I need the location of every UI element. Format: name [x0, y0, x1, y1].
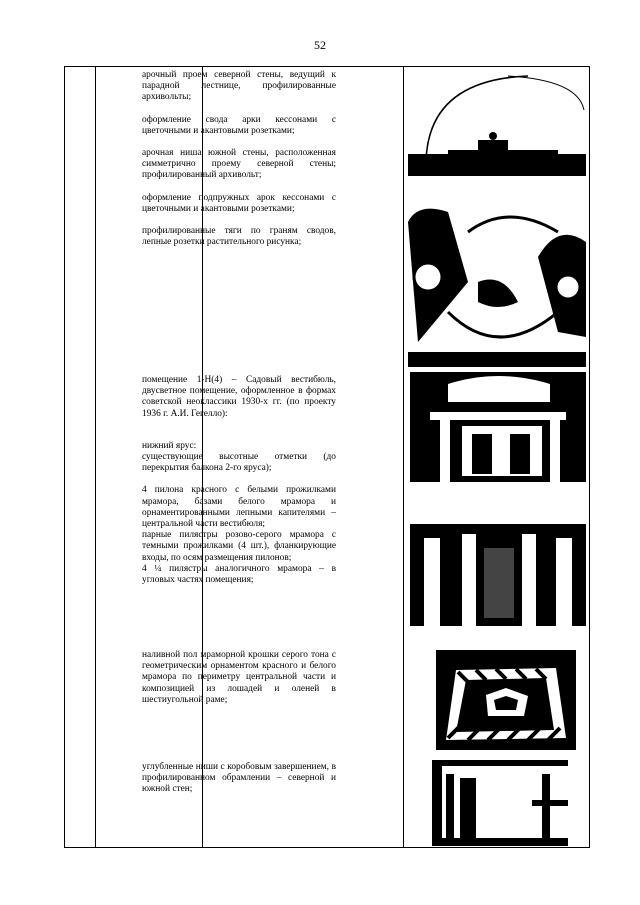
description-paragraph: углубленные ниши с коробовым завершением, в профилированном обрамлении – северной и южной стен; [142, 762, 336, 795]
description-paragraph: парные пилястры розово-серого мрамора с темными прожилками (4 шт.), фланкирующие входы, по осям размещения пилонов; [142, 530, 336, 563]
description-paragraph: помещение 1-Н(4) – Садовый вестибюль, двусветное помещение, оформленное в формах советской неоклассики 1930-х гг. (по проекту 1936 г. А.И. Гегелло): [142, 375, 336, 419]
arch-photo [408, 70, 586, 162]
description-paragraph: арочная ниша южной стены, расположенная симметрично проему северной стены; профилированный архивольт; [142, 148, 336, 181]
niche-photo [432, 760, 568, 846]
description-paragraph: оформление подпружных арок кессонами с цветочными и акантовыми розетками; [142, 192, 336, 214]
description-paragraph: наливной пол мраморной крошки серого тона с геометрическим орнаментом красного и белого мрамора по периметру центральной части и композицией из лошадей и оленей в шестиугольной раме; [142, 650, 336, 705]
pylons-photo [410, 508, 586, 640]
description-paragraph: оформление свода арки кессонами с цветочными и акантовыми розетками; [142, 114, 336, 136]
marble-floor-photo [436, 650, 576, 750]
table-cell-description [142, 70, 336, 248]
description-paragraph: существующие высотные отметки (до перекрытия балкона 2-го яруса); [142, 452, 336, 474]
page-number: 52 [314, 38, 326, 52]
table-cell-description [142, 650, 336, 706]
vault-photo [408, 162, 586, 367]
table-cell-description [142, 375, 336, 586]
column-divider [403, 67, 404, 847]
vestibule-hall-photo [410, 372, 586, 502]
column-divider [95, 67, 96, 847]
description-paragraph: нижний ярус: [142, 440, 197, 451]
description-paragraph: 4 пилона красного с белыми прожилками мрамора, базами белого мрамора и орнаментированными лепными капителями – центральной части вестибюля; [142, 485, 336, 530]
table-cell-description [142, 762, 336, 796]
description-paragraph: 4 ¼ пилястры аналогичного мрамора – в угловых частях помещения; [142, 563, 336, 586]
description-paragraph: профилированные тяги по граням сводов, лепные розетки растительного рисунка; [142, 226, 336, 248]
description-paragraph: арочный проем северной стены, ведущий к парадной лестнице, профилированные архивольты; [142, 70, 336, 103]
